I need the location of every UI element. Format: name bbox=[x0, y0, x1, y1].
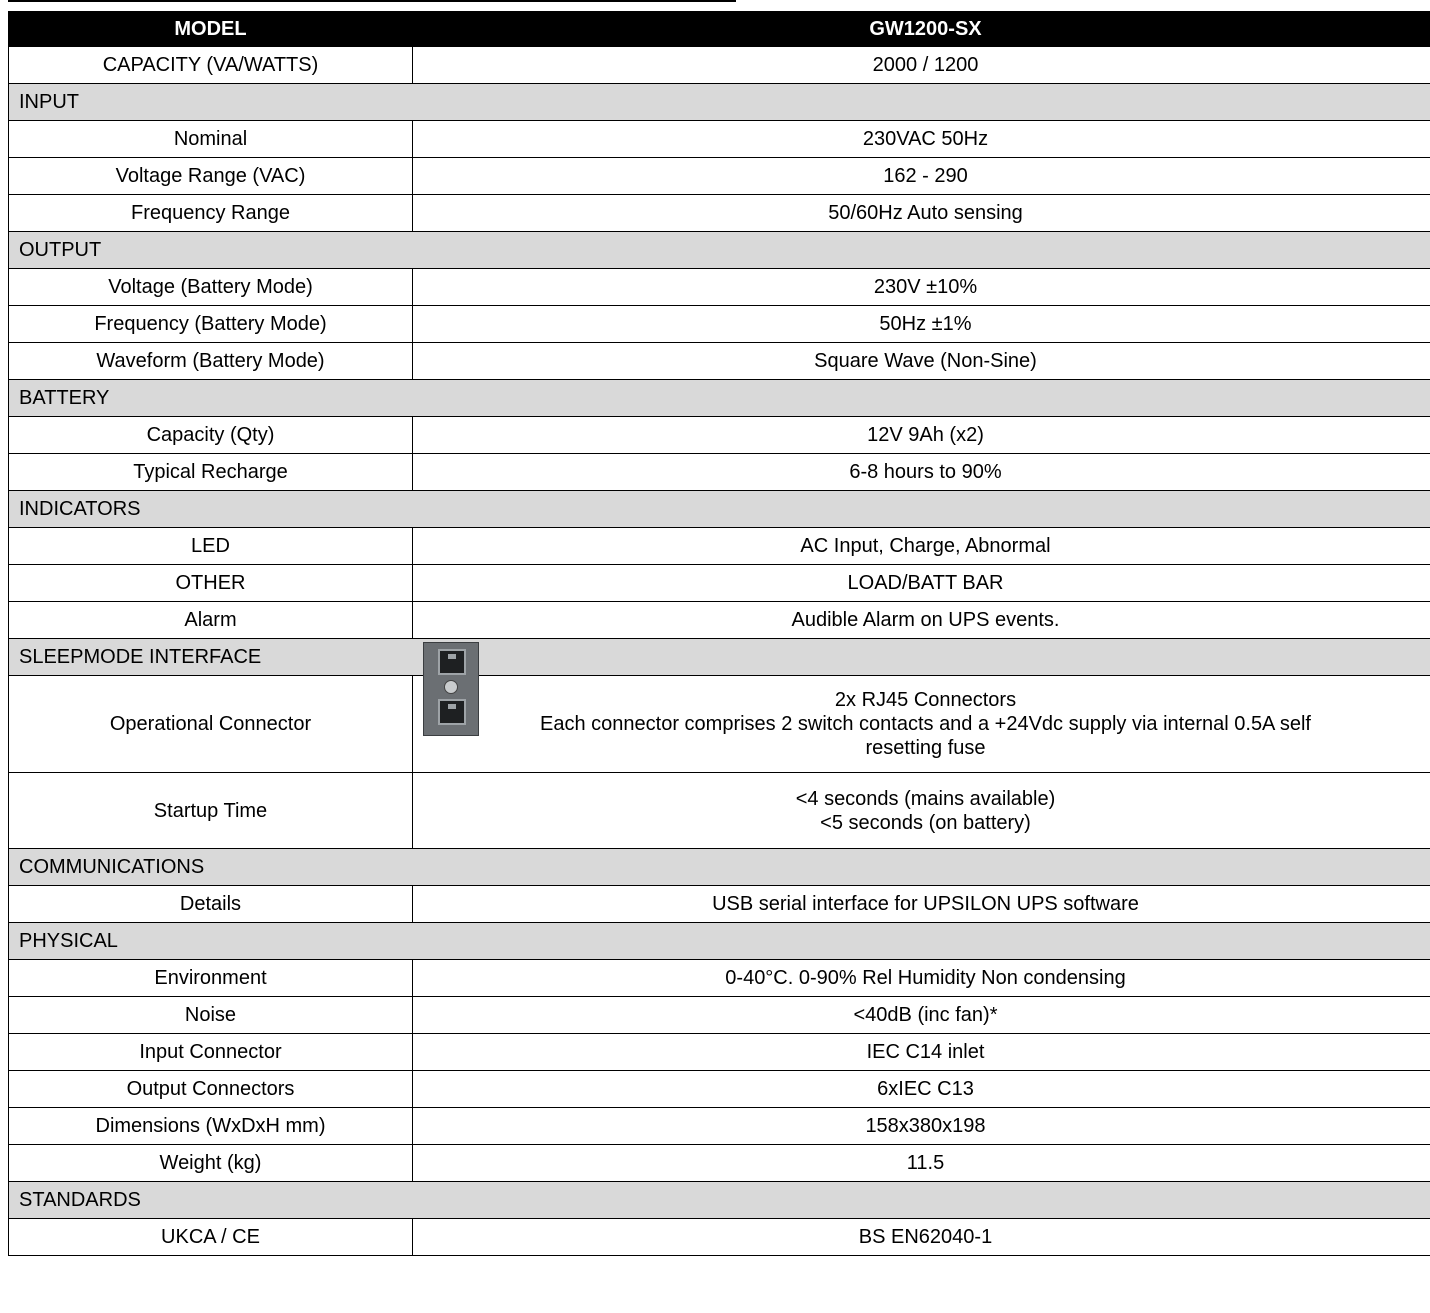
connector-line-1: 2x RJ45 Connectors bbox=[834, 689, 1017, 711]
row-label: LED bbox=[9, 528, 413, 565]
row-label: Output Connectors bbox=[9, 1071, 413, 1108]
table-row bbox=[9, 565, 1430, 602]
rj45-port-icon bbox=[438, 649, 466, 675]
table-row bbox=[9, 195, 1430, 232]
section-label: BATTERY bbox=[9, 380, 1430, 417]
row-value: 6xIEC C13 bbox=[413, 1071, 1430, 1108]
row-value: 2000 / 1200 bbox=[413, 47, 1430, 84]
row-value: 50/60Hz Auto sensing bbox=[413, 195, 1430, 232]
table-row bbox=[9, 773, 1430, 849]
section-row-output bbox=[9, 232, 1430, 269]
row-value: BS EN62040-1 bbox=[413, 1219, 1430, 1256]
table-row bbox=[9, 676, 1430, 773]
row-label: Startup Time bbox=[9, 773, 413, 849]
section-label: STANDARDS bbox=[9, 1182, 1430, 1219]
row-label: Frequency (Battery Mode) bbox=[9, 306, 413, 343]
section-label: SLEEPMODE INTERFACE bbox=[9, 639, 1430, 676]
row-value: LOAD/BATT BAR bbox=[413, 565, 1430, 602]
row-value: 0-40°C. 0-90% Rel Humidity Non condensing bbox=[413, 960, 1430, 997]
row-label: Operational Connector bbox=[9, 676, 413, 773]
section-label: OUTPUT bbox=[9, 232, 1430, 269]
row-label: Details bbox=[9, 886, 413, 923]
row-value bbox=[413, 676, 1430, 773]
table-row bbox=[9, 1034, 1430, 1071]
section-label: INDICATORS bbox=[9, 491, 1430, 528]
section-label: COMMUNICATIONS bbox=[9, 849, 1430, 886]
table-row bbox=[9, 47, 1430, 84]
row-label: Alarm bbox=[9, 602, 413, 639]
table-row bbox=[9, 1071, 1430, 1108]
row-label: Environment bbox=[9, 960, 413, 997]
row-value: USB serial interface for UPSILON UPS software bbox=[413, 886, 1430, 923]
screw-icon bbox=[444, 680, 458, 694]
row-value: <40dB (inc fan)* bbox=[413, 997, 1430, 1034]
rj45-port-icon bbox=[438, 699, 466, 725]
row-label: CAPACITY (VA/WATTS) bbox=[9, 47, 413, 84]
row-label: Capacity (Qty) bbox=[9, 417, 413, 454]
row-value: 12V 9Ah (x2) bbox=[413, 417, 1430, 454]
top-rule bbox=[8, 0, 736, 2]
table-row bbox=[9, 121, 1430, 158]
table-row bbox=[9, 1108, 1430, 1145]
table-row bbox=[9, 1145, 1430, 1182]
model-label: MODEL bbox=[9, 12, 413, 47]
model-value: GW1200-SX bbox=[413, 12, 1430, 47]
row-label: Input Connector bbox=[9, 1034, 413, 1071]
spec-table bbox=[8, 11, 1430, 1256]
row-label: UKCA / CE bbox=[9, 1219, 413, 1256]
section-row-battery bbox=[9, 380, 1430, 417]
table-row bbox=[9, 528, 1430, 565]
connector-line-2: Each connector comprises 2 switch contacts and a +24Vdc supply via internal 0.5A self bbox=[540, 713, 1311, 735]
row-label: Waveform (Battery Mode) bbox=[9, 343, 413, 380]
table-row bbox=[9, 886, 1430, 923]
row-value: 158x380x198 bbox=[413, 1108, 1430, 1145]
row-label: Noise bbox=[9, 997, 413, 1034]
row-value: IEC C14 inlet bbox=[413, 1034, 1430, 1071]
table-row bbox=[9, 454, 1430, 491]
startup-line-2: <5 seconds (on battery) bbox=[820, 811, 1031, 834]
row-label: Voltage (Battery Mode) bbox=[9, 269, 413, 306]
row-value: 162 - 290 bbox=[413, 158, 1430, 195]
row-value: 230VAC 50Hz bbox=[413, 121, 1430, 158]
row-value: AC Input, Charge, Abnormal bbox=[413, 528, 1430, 565]
table-row bbox=[9, 306, 1430, 343]
table-row bbox=[9, 1219, 1430, 1256]
row-label: Voltage Range (VAC) bbox=[9, 158, 413, 195]
section-row-input bbox=[9, 84, 1430, 121]
section-label: PHYSICAL bbox=[9, 923, 1430, 960]
table-row bbox=[9, 602, 1430, 639]
table-row bbox=[9, 269, 1430, 306]
rj45-connector-icon bbox=[423, 642, 479, 736]
row-value: 50Hz ±1% bbox=[413, 306, 1430, 343]
row-label: Frequency Range bbox=[9, 195, 413, 232]
row-value: Audible Alarm on UPS events. bbox=[413, 602, 1430, 639]
row-label: Weight (kg) bbox=[9, 1145, 413, 1182]
row-value bbox=[413, 773, 1430, 849]
row-label: Typical Recharge bbox=[9, 454, 413, 491]
connector-cell bbox=[419, 688, 1430, 760]
section-row-indicators bbox=[9, 491, 1430, 528]
table-row bbox=[9, 997, 1430, 1034]
section-label: INPUT bbox=[9, 84, 1430, 121]
row-label: Dimensions (WxDxH mm) bbox=[9, 1108, 413, 1145]
startup-line-1: <4 seconds (mains available) bbox=[795, 787, 1056, 810]
table-row bbox=[9, 417, 1430, 454]
row-label: Nominal bbox=[9, 121, 413, 158]
row-value: 6-8 hours to 90% bbox=[413, 454, 1430, 491]
section-row-standards bbox=[9, 1182, 1430, 1219]
row-value: Square Wave (Non-Sine) bbox=[413, 343, 1430, 380]
connector-line-3: resetting fuse bbox=[865, 737, 986, 759]
header-row bbox=[9, 12, 1430, 47]
row-value: 230V ±10% bbox=[413, 269, 1430, 306]
section-row-physical bbox=[9, 923, 1430, 960]
row-label: OTHER bbox=[9, 565, 413, 602]
table-row bbox=[9, 343, 1430, 380]
row-value: 11.5 bbox=[413, 1145, 1430, 1182]
section-row-communications bbox=[9, 849, 1430, 886]
table-row bbox=[9, 158, 1430, 195]
section-row-sleepmode bbox=[9, 639, 1430, 676]
table-row bbox=[9, 960, 1430, 997]
